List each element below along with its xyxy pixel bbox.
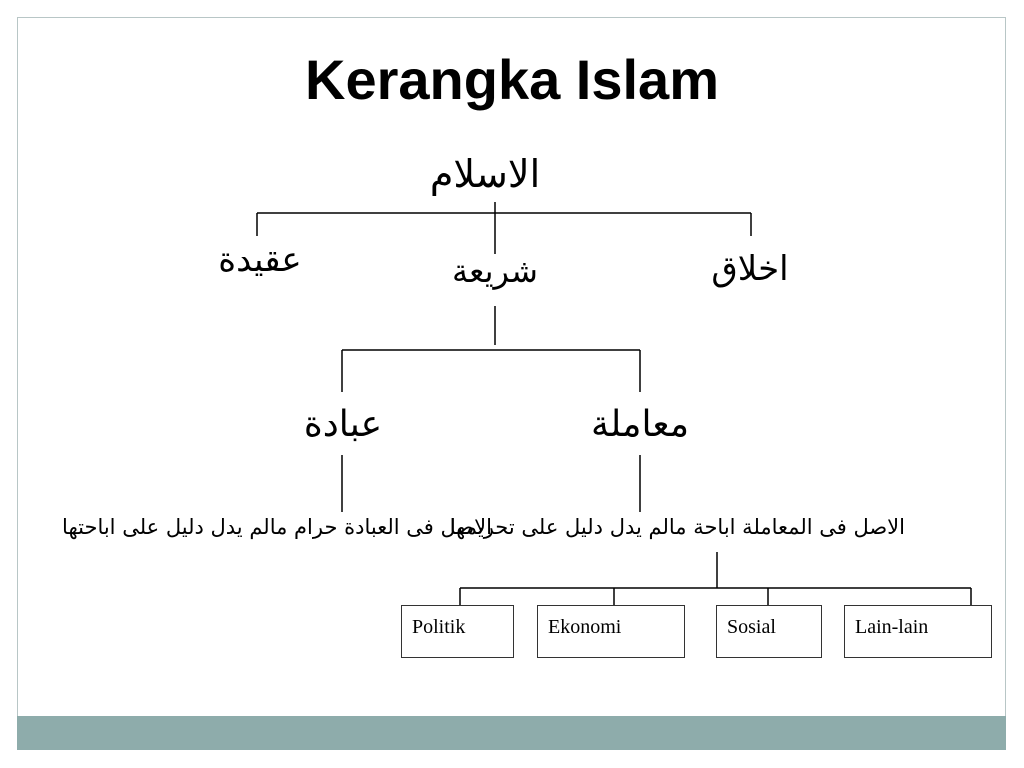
- node-akhlaq: اخلاق: [711, 249, 789, 289]
- rule-muamalah: الاصل فى المعاملة اباحة مالم يدل دليل على تحريمها: [449, 515, 905, 539]
- box-sosial: Sosial: [716, 605, 822, 658]
- node-syariah: شريعة: [452, 252, 538, 290]
- box-lain-lain: Lain-lain: [844, 605, 992, 658]
- node-ibadah: عبادة: [303, 404, 383, 445]
- node-islam: الاسلام: [429, 152, 541, 196]
- node-aqidah: عقيدة: [218, 240, 302, 280]
- node-muamalah: معاملة: [590, 404, 690, 445]
- slide-title: Kerangka Islam: [305, 48, 719, 111]
- box-politik: Politik: [401, 605, 514, 658]
- box-ekonomi: Ekonomi: [537, 605, 685, 658]
- rule-ibadah: الاصل فى العبادة حرام مالم يدل دليل على اباحتها: [62, 515, 492, 539]
